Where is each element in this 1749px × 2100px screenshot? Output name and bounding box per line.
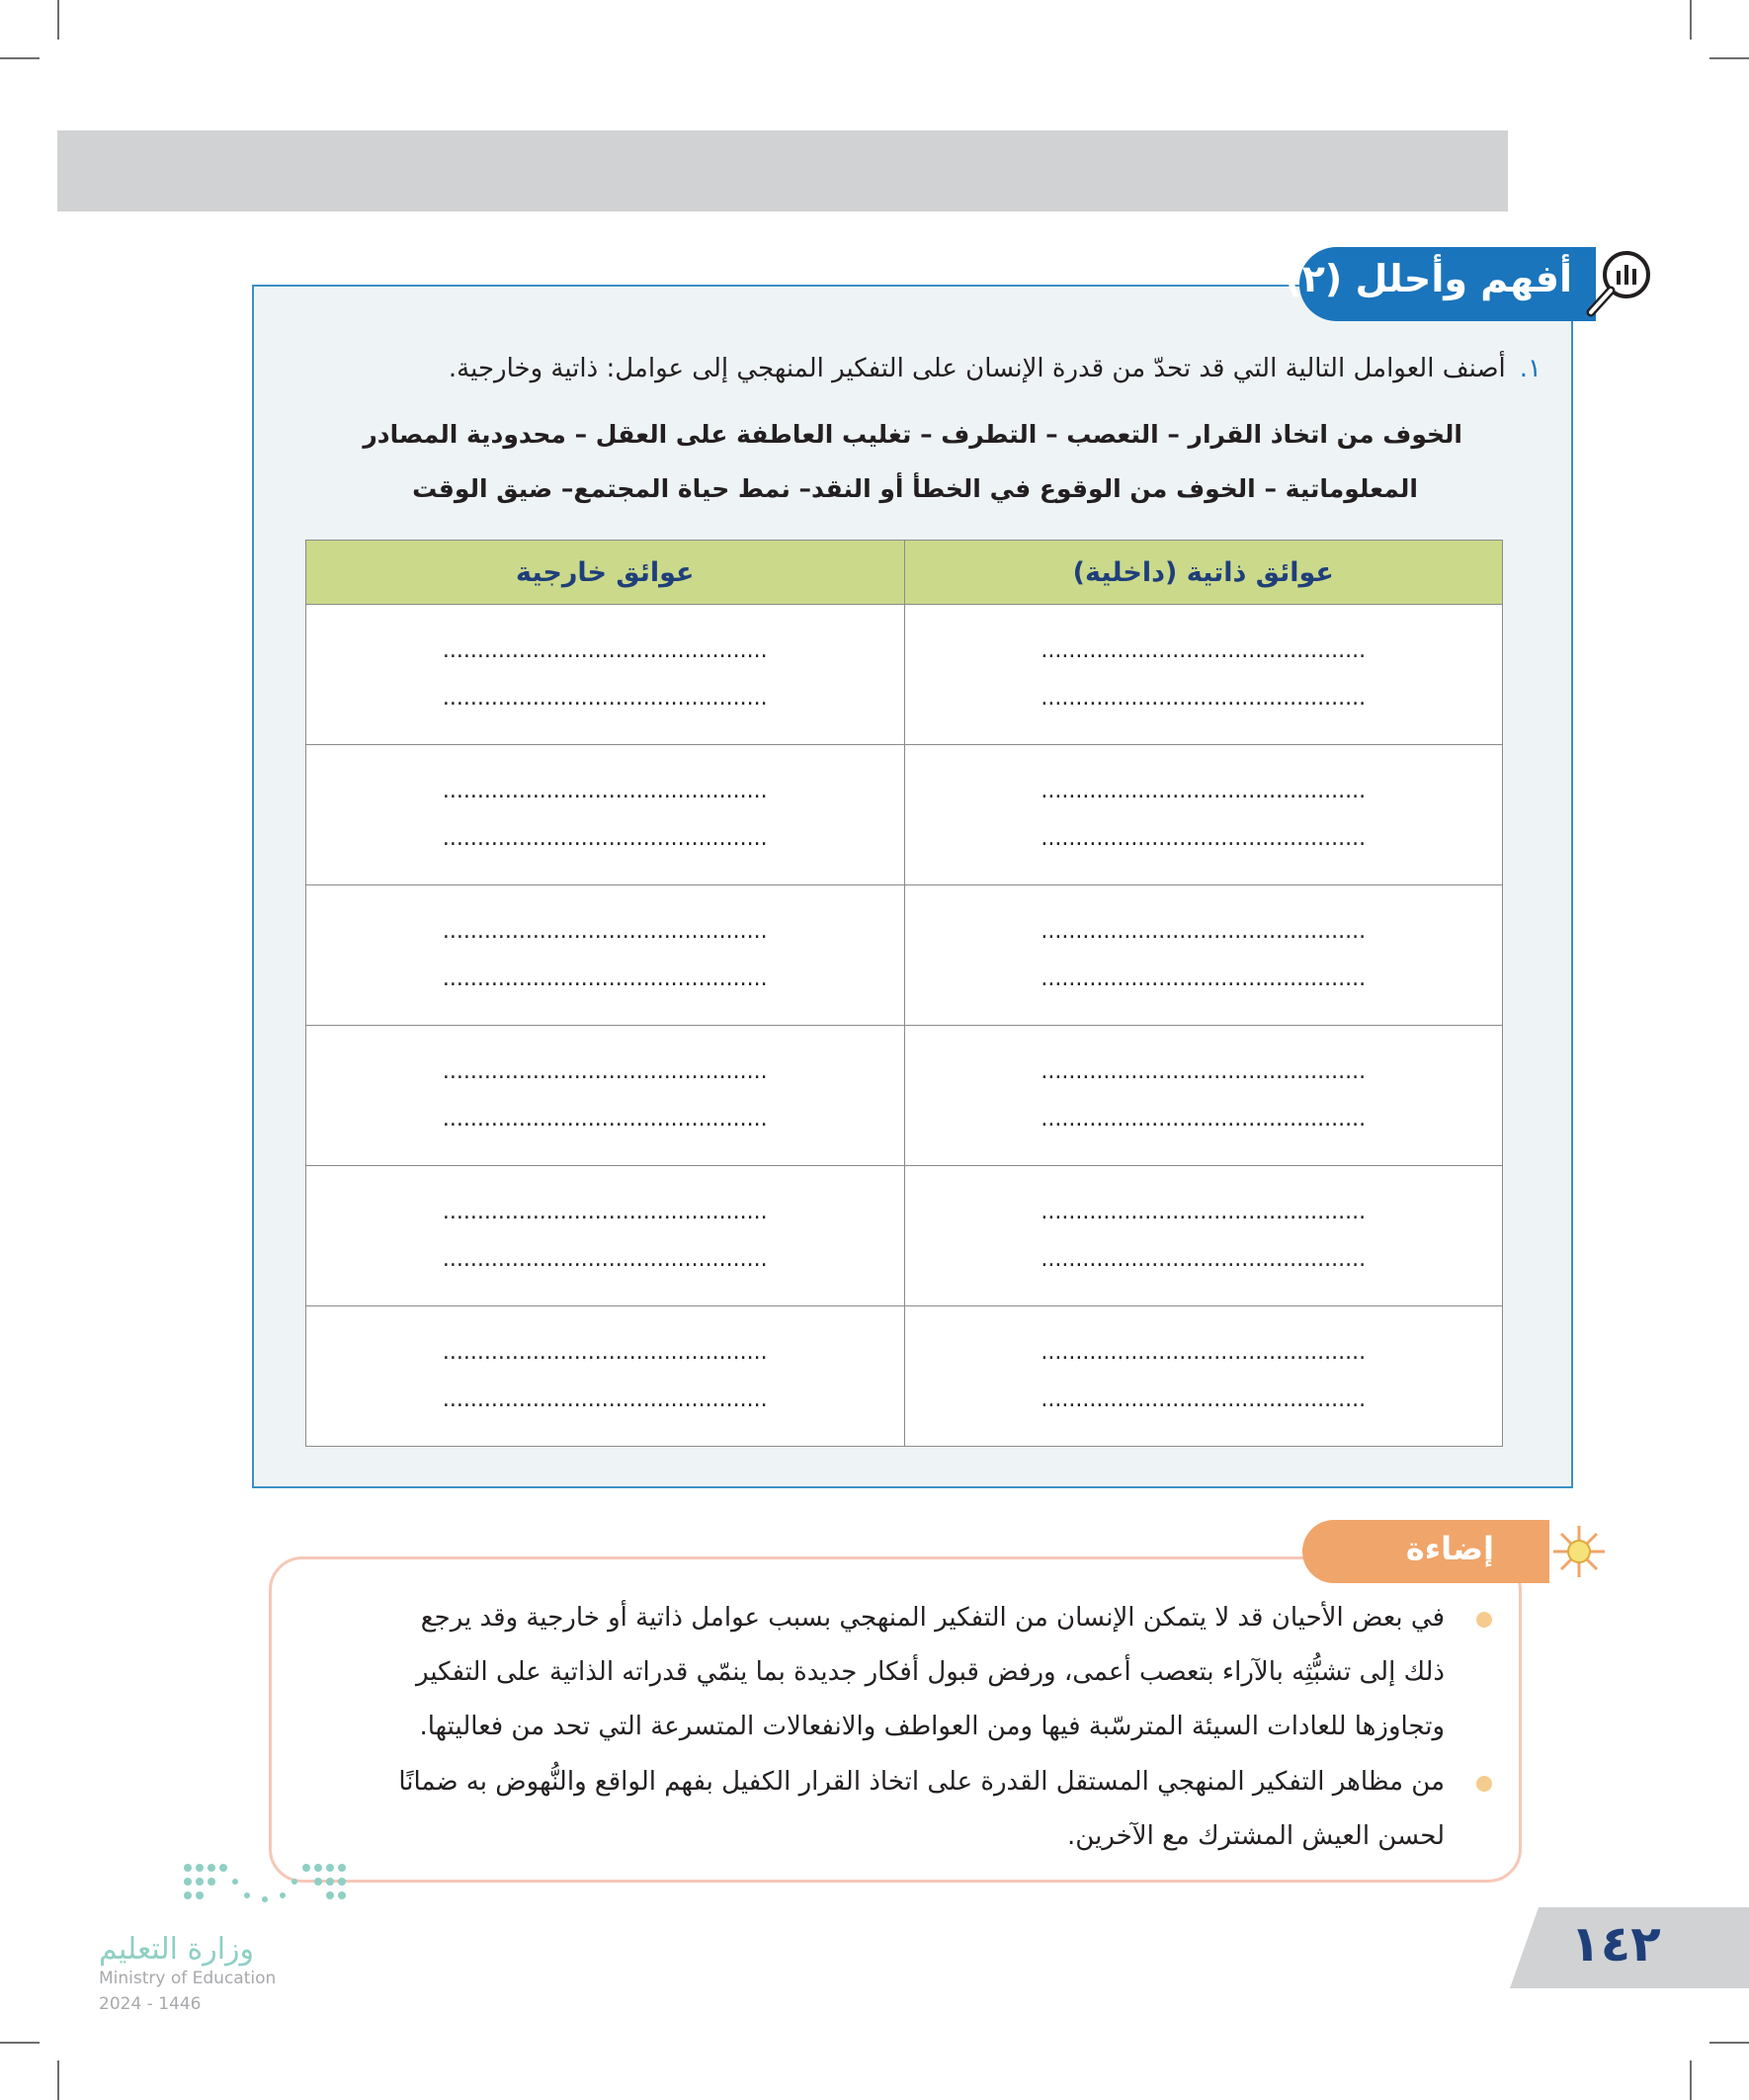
answer-line[interactable]: ............................................... (1041, 1339, 1367, 1365)
answer-line[interactable]: ............................................... (1041, 1106, 1367, 1132)
highlight-title: إضاءة (1405, 1530, 1494, 1567)
answer-cell-external[interactable] (306, 885, 905, 1026)
factors-line: المعلوماتية – الخوف من الوقوع في الخطأ أو النقد– نمط حياة المجتمع– ضيق الوقت (412, 474, 1418, 503)
highlight-title-pill (1302, 1520, 1549, 1583)
answer-line[interactable]: ............................................... (1041, 1246, 1367, 1272)
answer-line[interactable]: ............................................... (442, 1386, 768, 1412)
bullet-dot (1476, 1612, 1492, 1628)
answer-cell-internal[interactable] (904, 745, 1503, 885)
highlight-paragraph-1: في بعض الأحيان قد لا يتمكن الإنسان من التفكير المنهجي بسبب عوامل ذاتية أو خارجية وقد يرجع (420, 1603, 1445, 1633)
answer-line[interactable]: ............................................... (442, 825, 768, 851)
answer-line[interactable]: ............................................... (442, 966, 768, 991)
page-number: ١٤٢ (1570, 1915, 1661, 1973)
ministry-logo-icon (178, 1860, 351, 1911)
answer-cell-external[interactable] (306, 745, 905, 885)
highlight-paragraph-1: وتجاوزها للعادات السيئة المترسّبة فيها ومن العواطف والانفعالات المتسرعة التي تحد من فعاليتها. (419, 1712, 1445, 1741)
table-row (306, 745, 1503, 885)
answer-cell-internal[interactable] (904, 605, 1503, 745)
answer-cell-external[interactable] (306, 1026, 905, 1166)
activity-title: أفهم وأحلل (٢) (1285, 257, 1572, 300)
highlight-paragraph-2: لحسن العيش المشترك مع الآخرين. (1067, 1821, 1445, 1851)
answer-line[interactable]: ............................................... (1041, 825, 1367, 851)
activity-title-pill (1285, 247, 1596, 321)
classification-table (305, 540, 1503, 1447)
crop-mark (57, 2060, 59, 2100)
answer-cell-internal[interactable] (904, 1306, 1503, 1447)
answer-line[interactable]: ............................................... (442, 685, 768, 711)
crop-mark (1709, 2042, 1749, 2044)
crop-mark (1690, 2060, 1692, 2100)
crop-mark (0, 57, 40, 59)
crop-mark (0, 2042, 40, 2044)
answer-line[interactable]: ............................................... (442, 1106, 768, 1132)
question-text (257, 354, 1541, 383)
answer-line[interactable]: ............................................... (442, 1058, 768, 1084)
answer-line[interactable]: ............................................... (1041, 1386, 1367, 1412)
answer-line[interactable]: ............................................... (442, 1246, 768, 1272)
question-number: ١. (1519, 354, 1541, 383)
column-header-internal: عوائق ذاتية (داخلية) (904, 541, 1503, 605)
bullet-dot (1476, 1776, 1492, 1792)
answer-line[interactable]: ............................................... (1041, 685, 1367, 711)
edition-year: 2024 - 1446 (99, 1994, 202, 2014)
table-row (306, 1026, 1503, 1166)
answer-line[interactable]: ............................................... (1041, 1058, 1367, 1084)
highlight-paragraph-2: من مظاهر التفكير المنهجي المستقل القدرة على اتخاذ القرار الكفيل بفهم الواقع والنُّهوض به ضمانًا (398, 1767, 1445, 1797)
crop-mark (1690, 0, 1692, 40)
answer-line[interactable]: ............................................... (1041, 1199, 1367, 1224)
answer-cell-external[interactable] (306, 1306, 905, 1447)
answer-line[interactable]: ............................................... (442, 778, 768, 803)
ministry-name-arabic: وزارة التعليم (99, 1932, 255, 1967)
answer-line[interactable]: ............................................... (442, 637, 768, 663)
answer-cell-external[interactable] (306, 605, 905, 745)
answer-line[interactable]: ............................................... (1041, 966, 1367, 991)
answer-cell-external[interactable] (306, 1166, 905, 1306)
table-row (306, 885, 1503, 1026)
table-row (306, 1166, 1503, 1306)
answer-line[interactable]: ............................................... (442, 1339, 768, 1365)
answer-cell-internal[interactable] (904, 1166, 1503, 1306)
column-header-external: عوائق خارجية (306, 541, 905, 605)
table-row (306, 1306, 1503, 1447)
highlight-paragraph-1: ذلك إلى تشبُّثِه بالآراء بتعصب أعمى، ورفض قبول أفكار جديدة بما ينمّي قدراته الذاتية على التفكير (415, 1657, 1445, 1687)
answer-line[interactable]: ............................................... (442, 918, 768, 944)
question-body: أصنف العوامل التالية التي قد تحدّ من قدرة الإنسان على التفكير المنهجي إلى عوامل: ذاتية وخارجية. (448, 354, 1506, 383)
table-row (306, 605, 1503, 745)
answer-line[interactable]: ............................................... (1041, 637, 1367, 663)
crop-mark (57, 0, 59, 40)
answer-cell-internal[interactable] (904, 1026, 1503, 1166)
header-band (57, 130, 1508, 211)
factors-line: الخوف من اتخاذ القرار – التعصب – التطرف – تغليب العاطفة على العقل – محدودية المصادر (363, 420, 1462, 449)
crop-mark (1709, 57, 1749, 59)
answer-line[interactable]: ............................................... (1041, 778, 1367, 803)
ministry-name-english: Ministry of Education (99, 1969, 277, 1988)
magnifier-chart-icon (1581, 245, 1660, 324)
answer-cell-internal[interactable] (904, 885, 1503, 1026)
sun-icon (1549, 1522, 1609, 1581)
answer-line[interactable]: ............................................... (1041, 918, 1367, 944)
answer-line[interactable]: ............................................... (442, 1199, 768, 1224)
